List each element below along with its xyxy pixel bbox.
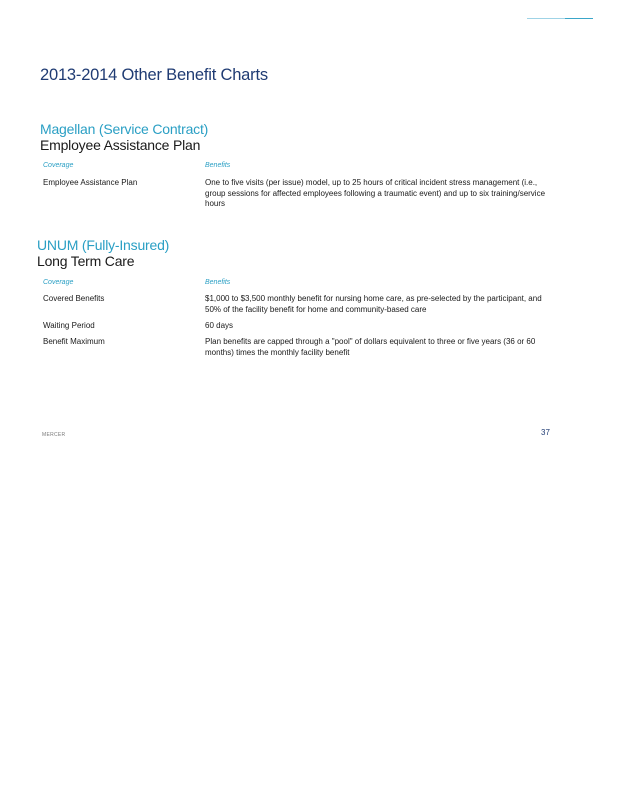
page-title: 2013-2014 Other Benefit Charts	[40, 66, 268, 84]
column-header-benefits: Benefits	[205, 162, 231, 169]
table-row-coverage: Employee Assistance Plan	[43, 178, 138, 187]
table-row-benefit: $1,000 to $3,500 monthly benefit for nursing home care, as pre-selected by the participant, and 50% of the facility benefit for home and community-based care	[205, 294, 542, 314]
section-subheading: Long Term Care	[37, 253, 135, 269]
table-row-coverage: Benefit Maximum	[43, 337, 105, 346]
section-heading: UNUM (Fully-Insured)	[37, 237, 170, 253]
column-header-coverage: Coverage	[43, 279, 74, 286]
column-header-benefits: Benefits	[205, 279, 231, 286]
table-row-benefit: Plan benefits are capped through a "pool" of dollars equivalent to three or five years (36 or 60 months) times the monthly facility benefit	[205, 337, 536, 357]
header-rule-accent	[565, 18, 593, 19]
table-row-coverage: Waiting Period	[43, 321, 95, 330]
section-subheading: Employee Assistance Plan	[40, 137, 201, 153]
table-row-benefit: One to five visits (per issue) model, up to 25 hours of critical incident stress management (i.e., group sessions for affected employees following a traumatic event) and up to six training/service hours	[205, 178, 546, 208]
table-row-benefit: 60 days	[205, 321, 234, 330]
table-row-coverage: Covered Benefits	[43, 294, 105, 303]
footer-brand: MERCER	[42, 432, 66, 438]
column-header-coverage: Coverage	[43, 162, 74, 169]
section-heading: Magellan (Service Contract)	[40, 121, 209, 137]
page-number: 37	[541, 428, 550, 437]
